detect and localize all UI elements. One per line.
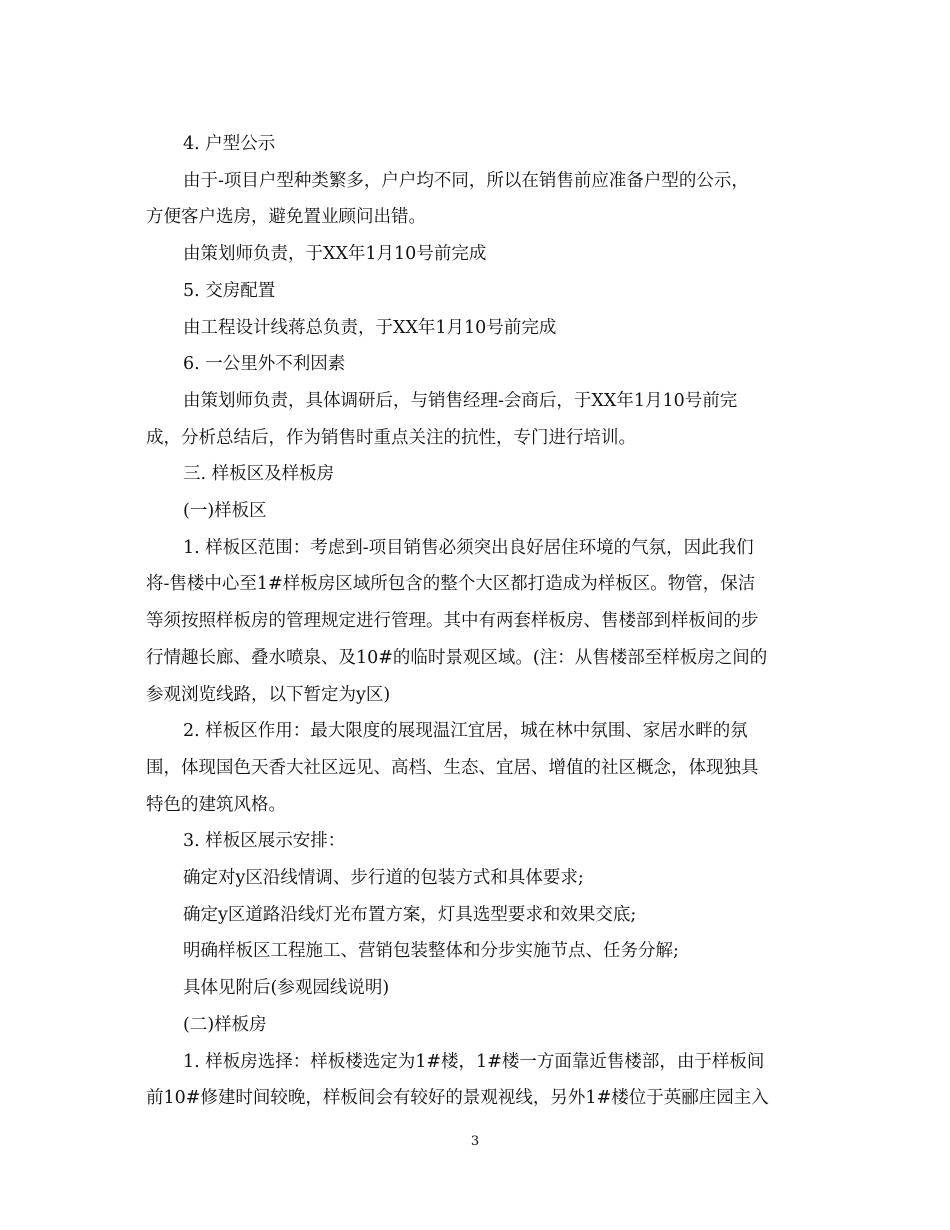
text-line: 明确样板区工程施工、营销包装整体和分步实施节点、任务分解; (183, 941, 679, 962)
text-line: 方便客户选房，避免置业顾问出错。 (146, 207, 426, 228)
text-line: 成，分析总结后，作为销售时重点关注的抗性，专门进行培训。 (146, 427, 636, 448)
text-line: 围，体现国色天香大社区远见、高档、生态、宜居、增值的社区概念，体现独具 (146, 757, 759, 778)
paragraph (146, 456, 806, 493)
paragraph (146, 933, 806, 970)
paragraph (146, 493, 806, 530)
text-line: 具体见附后(参观园线说明) (183, 978, 390, 999)
text-line: (一)样板区 (183, 501, 267, 521)
paragraph (146, 126, 806, 163)
text-line: 等须按照样板房的管理规定进行管理。其中有两套样板房、售楼部到样板间的步 (146, 611, 759, 632)
text-line: 前10#修建时间较晚，样板间会有较好的景观视线，另外1#楼位于英郦庄园主入 (146, 1088, 769, 1109)
text-line: (二)样板房 (183, 1014, 267, 1035)
text-line: 1. 样板房选择：样板楼选定为1#楼，1#楼一方面靠近售楼部，由于样板间 (183, 1051, 765, 1072)
text-line: 4. 户型公示 (183, 134, 276, 154)
paragraph (146, 383, 806, 456)
paragraph (146, 1007, 806, 1044)
text-line: 2. 样板区作用：最大限度的展现温江宜居，城在林中氛围、家居水畔的氛 (183, 721, 748, 742)
text-line: 参观浏览线路，以下暂定为y区) (146, 684, 391, 705)
paragraph (146, 236, 806, 273)
text-line: 6. 一公里外不利因素 (183, 354, 346, 375)
text-line: 由工程设计线蒋总负责，于XX年1月10号前完成 (183, 317, 557, 338)
text-line: 3. 样板区展示安排： (183, 831, 346, 852)
paragraph (146, 273, 806, 310)
text-line: 1. 样板区范围：考虑到-项目销售必须突出良好居住环境的气氛，因此我们 (183, 537, 754, 558)
text-line: 5. 交房配置 (183, 280, 276, 301)
paragraph (146, 530, 806, 714)
text-line: 确定y区道路沿线灯光布置方案，灯具选型要求和效果交底; (183, 904, 637, 925)
paragraph (146, 713, 806, 823)
paragraph (146, 970, 806, 1007)
text-line: 特色的建筑风格。 (146, 794, 286, 815)
page-number: 3 (470, 1134, 480, 1149)
text-line: 确定对y区沿线情调、步行道的包装方式和具体要求; (183, 868, 584, 888)
paragraph (146, 163, 806, 236)
text-line: 行情趣长廊、叠水喷泉、及10#的临时景观区域。(注：从售楼部至样板房之间的 (146, 647, 768, 668)
text-line: 三. 样板区及样板房 (183, 464, 335, 485)
text-line: 由策划师负责，于XX年1月10号前完成 (183, 244, 487, 265)
paragraph (146, 346, 806, 383)
paragraph (146, 823, 806, 860)
paragraph (146, 860, 806, 897)
paragraph (146, 1044, 806, 1117)
paragraph (146, 897, 806, 934)
paragraph (146, 310, 806, 347)
text-line: 由策划师负责，具体调研后，与销售经理-会商后，于XX年1月10号前完 (183, 390, 738, 411)
text-line: 由于-项目户型种类繁多，户户均不同，所以在销售前应准备户型的公示， (183, 170, 749, 191)
text-line: 将-售楼中心至1#样板房区域所包含的整个大区都打造成为样板区。物管，保洁 (146, 574, 756, 595)
